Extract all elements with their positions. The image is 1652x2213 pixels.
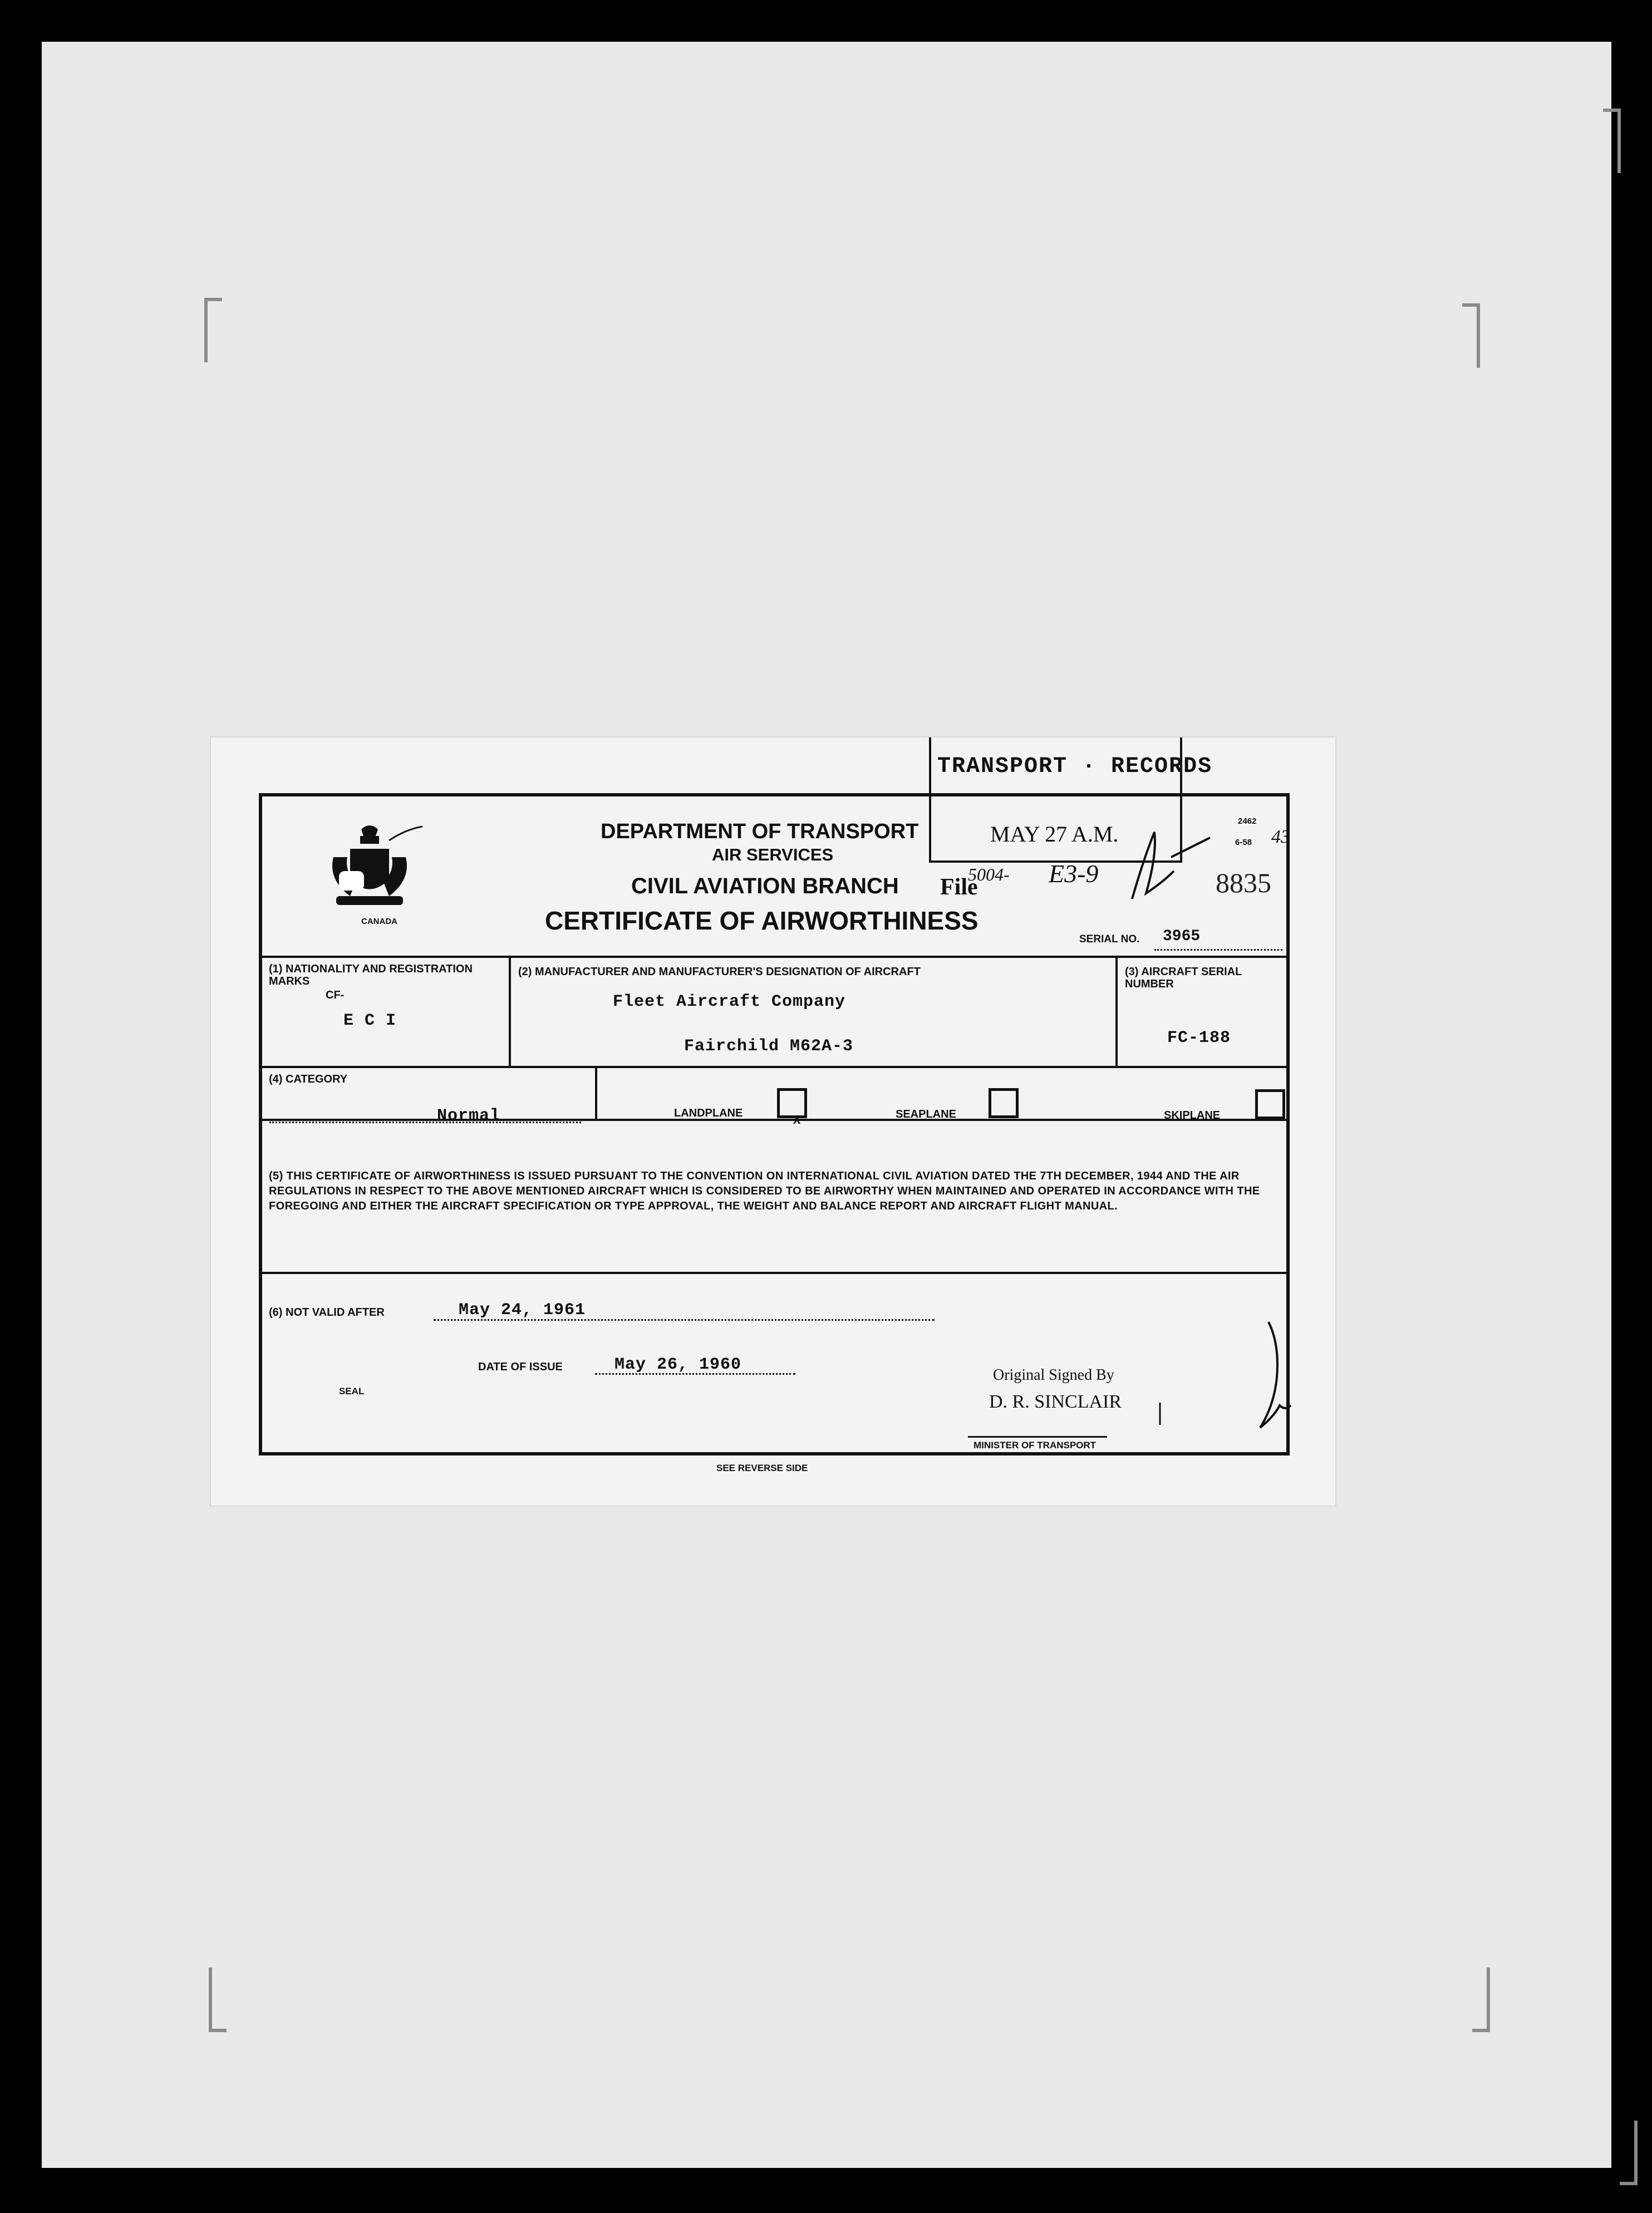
- signature-original: Original Signed By: [993, 1366, 1114, 1384]
- scan-sheet: [42, 42, 1611, 2168]
- rule-top: [262, 956, 1286, 958]
- file-label: File: [940, 874, 978, 900]
- certificate-card: [211, 737, 1335, 1506]
- divider-col-1: [509, 956, 511, 1067]
- serial-label: SERIAL NO.: [1079, 933, 1140, 945]
- signature-title: MINISTER OF TRANSPORT: [974, 1440, 1097, 1450]
- rule-row-3: [262, 1272, 1286, 1274]
- edge-mark-top-right: [1603, 109, 1621, 173]
- registration-marks: E C I: [343, 1011, 397, 1030]
- department-title: DEPARTMENT OF TRANSPORT: [601, 820, 919, 843]
- file-suffix: E3-9: [1049, 859, 1099, 888]
- divider-category: [595, 1066, 597, 1120]
- landplane-checkbox: [777, 1088, 807, 1118]
- skiplane-checkbox: [1255, 1089, 1285, 1119]
- aircraft-serial-label: (3) AIRCRAFT SERIAL NUMBER: [1125, 966, 1242, 990]
- certificate-title: CERTIFICATE OF AIRWORTHINESS: [545, 906, 979, 935]
- edge-mark-bottom-right: [1620, 2121, 1638, 2185]
- rule-row-2: [262, 1119, 1286, 1121]
- certificate-statement: (5) THIS CERTIFICATE OF AIRWORTHINESS IS ISSUED PURSUANT TO THE CONVENTION ON INTERNATIONAL CIVIL AVIATION DATED THE 7TH DECEMBER, 1944 AND THE AIR REGULATIONS IN RESPECT TO THE ABOVE MENTIONED AIRCRAFT WHICH IS CONSIDERED TO BE AIRWORTHY WHEN MAINTAINED AND OPERATED IN ACCORDANCE WITH THE FOREGOING AND EITHER THE AIRCRAFT SPECIFICATION OR TYPE APPROVAL, THE WEIGHT AND BALANCE REPORT AND AIRCRAFT FLIGHT MANUAL.: [269, 1170, 1260, 1212]
- aircraft-serial-value: FC-188: [1167, 1029, 1231, 1048]
- stamp-number: 8835: [1216, 867, 1271, 898]
- file-number: 5004-: [968, 864, 1010, 884]
- category-dotted-line: [269, 1122, 581, 1123]
- skiplane-label: SKIPLANE: [1164, 1109, 1221, 1122]
- form-number: 2462: [1238, 817, 1257, 826]
- validity-date: May 24, 1961: [459, 1301, 586, 1320]
- seaplane-label: SEAPLANE: [896, 1108, 956, 1120]
- divider-col-2: [1115, 956, 1118, 1067]
- stamp-title: TRANSPORT · RECORDS: [937, 754, 1213, 779]
- crop-mark-top-left: [204, 298, 222, 362]
- crop-mark-bottom-right: [1472, 1968, 1490, 2032]
- signature-line: [968, 1436, 1107, 1438]
- issue-date: May 26, 1960: [614, 1355, 742, 1374]
- validity-dotted-line: [434, 1319, 935, 1321]
- category-label: (4) CATEGORY: [269, 1073, 348, 1085]
- coat-of-arms-icon: [317, 818, 422, 924]
- issue-label: DATE OF ISSUE: [478, 1361, 563, 1373]
- service-title: AIR SERVICES: [712, 845, 834, 864]
- see-reverse-note: SEE REVERSE SIDE: [716, 1463, 808, 1473]
- validity-label: (6) NOT VALID AFTER: [269, 1306, 385, 1319]
- rule-row-1: [262, 1066, 1286, 1068]
- crest-label: CANADA: [361, 917, 397, 926]
- seal-label: SEAL: [339, 1386, 365, 1396]
- stamp-date: MAY 27 A.M.: [990, 822, 1119, 847]
- seaplane-checkbox: [989, 1088, 1019, 1118]
- crop-mark-bottom-left: [209, 1968, 227, 2032]
- serial-value: 3965: [1163, 928, 1201, 945]
- signature-name: D. R. SINCLAIR: [989, 1391, 1122, 1412]
- nationality-prefix: CF-: [326, 989, 345, 1001]
- serial-dotted-line: [1154, 949, 1282, 951]
- nationality-label: (1) NATIONALITY AND REGISTRATION MARKS: [269, 963, 473, 987]
- crop-mark-top-right: [1462, 303, 1480, 368]
- landplane-label: LANDPLANE: [674, 1107, 743, 1119]
- form-annotation: 43: [1271, 827, 1290, 847]
- manufacturer-company: Fleet Aircraft Company: [613, 992, 846, 1011]
- branch-title: CIVIL AVIATION BRANCH: [631, 874, 899, 898]
- manufacturer-label: (2) MANUFACTURER AND MANUFACTURER'S DESIGNATION OF AIRCRAFT: [518, 966, 921, 978]
- category-value: Normal: [437, 1106, 501, 1125]
- form-revision: 6-58: [1235, 838, 1252, 847]
- manufacturer-designation: Fairchild M62A-3: [684, 1037, 854, 1056]
- landplane-mark: X: [793, 1114, 802, 1128]
- issue-dotted-line: [595, 1373, 795, 1375]
